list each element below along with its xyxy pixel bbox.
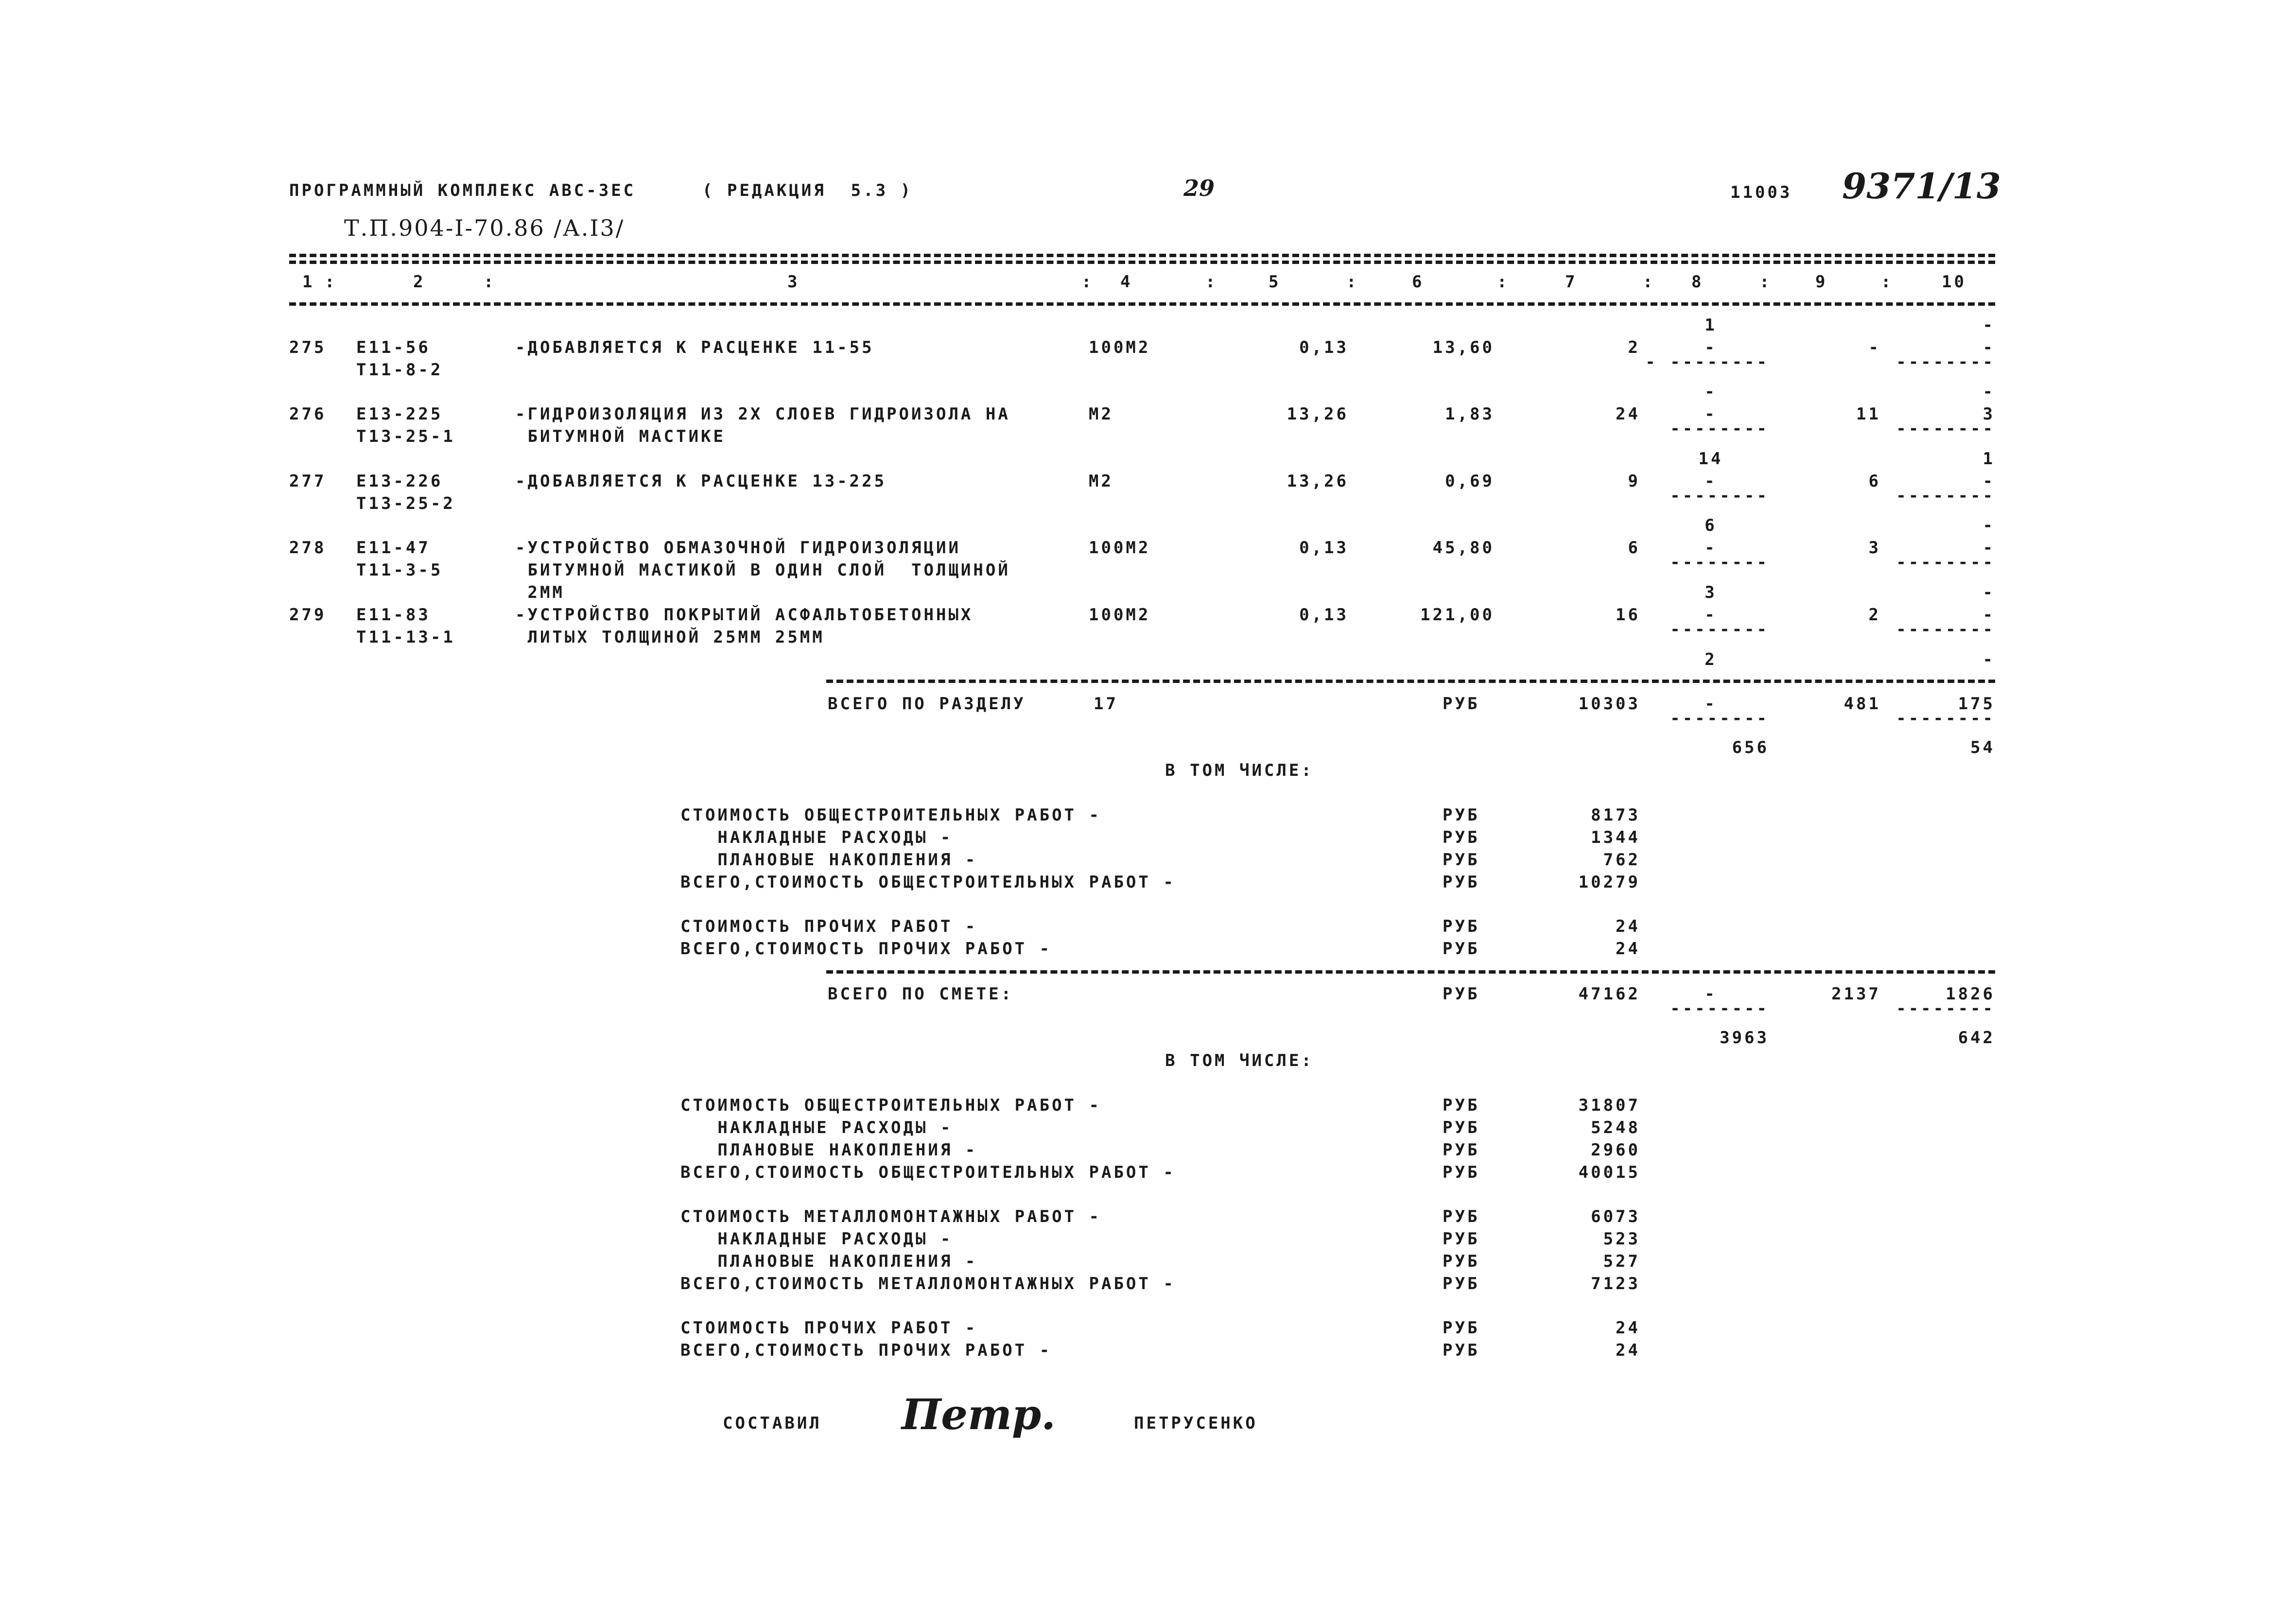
unit-price: 1,83 xyxy=(1445,404,1495,424)
column-10-value: 3 xyxy=(1983,404,1995,424)
work-description: -ГИДРОИЗОЛЯЦИЯ ИЗ 2Х СЛОЕВ ГИДРОИЗОЛА НА xyxy=(515,404,1010,424)
section-total-rule xyxy=(826,680,1995,683)
column-separator: : xyxy=(1881,272,1894,292)
column-8-upper: 6 xyxy=(1705,516,1717,535)
work-description: 2ММ xyxy=(515,583,565,602)
rate-code: Е13-226 xyxy=(356,472,443,491)
column-separator: : xyxy=(484,272,496,292)
column-10-value: - xyxy=(1983,472,1995,491)
cost-line-value: 5248 xyxy=(1591,1118,1640,1137)
cost-line-value: 6073 xyxy=(1591,1207,1640,1226)
cost-line-value: 762 xyxy=(1603,850,1640,870)
column-header: 9 xyxy=(1815,272,1828,292)
unit: М2 xyxy=(1089,404,1113,424)
total-column-8: - xyxy=(1705,984,1717,1004)
row-number: 276 xyxy=(289,404,327,424)
compiled-by-label: СОСТАВИЛ xyxy=(723,1414,822,1433)
cost-line-unit: РУБ xyxy=(1443,828,1480,847)
cost-line-value: 24 xyxy=(1616,939,1640,959)
total-label: ВСЕГО ПО РАЗДЕЛУ xyxy=(828,694,1026,714)
cost-line-label: СТОИМОСТЬ ПРОЧИХ РАБОТ - xyxy=(680,1318,978,1338)
project-code: Т.П.904-I-70.86 /А.I3/ xyxy=(344,215,625,241)
cost-line-value: 24 xyxy=(1616,1341,1640,1360)
top-rule-2 xyxy=(289,261,1995,264)
column-8-upper: 14 xyxy=(1698,449,1723,469)
cost-line-unit: РУБ xyxy=(1443,1318,1480,1338)
cost-line-value: 2960 xyxy=(1591,1140,1640,1160)
cost-line-label: ПЛАНОВЫЕ НАКОПЛЕНИЯ - xyxy=(680,850,978,870)
total-column-10: 175 xyxy=(1958,694,1995,714)
column-header: 6 xyxy=(1412,272,1425,292)
work-description: БИТУМНОЙ МАСТИКЕ xyxy=(515,427,726,446)
cost-line-unit: РУБ xyxy=(1443,1341,1480,1360)
unit: 100М2 xyxy=(1089,338,1151,357)
column-10-value: - xyxy=(1983,538,1995,558)
cost-line-unit: РУБ xyxy=(1443,939,1480,959)
column-8-value: - xyxy=(1705,538,1717,558)
total-unit: РУБ xyxy=(1443,694,1480,714)
total-column-10-bottom: 54 xyxy=(1970,738,1995,757)
cost-line-value: 8173 xyxy=(1591,805,1640,825)
document-code: 11003 xyxy=(1730,183,1792,202)
total-column-8-bottom: 3963 xyxy=(1720,1028,1769,1048)
compiler-name: ПЕТРУСЕНКО xyxy=(1134,1414,1258,1433)
quantity: 13,26 xyxy=(1287,472,1349,491)
cost-line-unit: РУБ xyxy=(1443,1163,1480,1182)
cost-line-unit: РУБ xyxy=(1443,873,1480,892)
header-bottom-rule xyxy=(289,302,1995,306)
cost-line-unit: РУБ xyxy=(1443,1207,1480,1226)
total-column-10-dashes: -------- xyxy=(1896,709,1995,728)
cost-line-label: ВСЕГО,СТОИМОСТЬ ОБЩЕСТРОИТЕЛЬНЫХ РАБОТ - xyxy=(680,873,1176,892)
column-10-dashes: -------- xyxy=(1896,553,1995,572)
cost-line-label: ВСЕГО,СТОИМОСТЬ МЕТАЛЛОМОНТАЖНЫХ РАБОТ - xyxy=(680,1274,1176,1293)
column-separator: : xyxy=(325,272,337,292)
page-number: 29 xyxy=(1183,175,1215,201)
total-cost: 24 xyxy=(1616,404,1640,424)
cost-line-unit: РУБ xyxy=(1443,1140,1480,1160)
unit-price: 13,60 xyxy=(1432,338,1495,357)
cost-line-value: 527 xyxy=(1603,1252,1640,1271)
column-8-dashes: -------- xyxy=(1670,620,1769,639)
unit-price: 45,80 xyxy=(1432,538,1495,558)
rate-table-code: Т13-25-2 xyxy=(356,494,455,513)
cost-line-unit: РУБ xyxy=(1443,805,1480,825)
handwritten-stamp: 9371/13 xyxy=(1842,165,2001,207)
unit: 100М2 xyxy=(1089,605,1151,625)
column-separator: : xyxy=(1759,272,1772,292)
column-8-upper: 3 xyxy=(1705,583,1717,602)
cost-line-unit: РУБ xyxy=(1443,1252,1480,1271)
cost-line-value: 1344 xyxy=(1591,828,1640,847)
total-column-10-bottom: 642 xyxy=(1958,1028,1995,1048)
column-10-value: - xyxy=(1983,338,1995,357)
column-8-dashes: -------- xyxy=(1670,486,1769,506)
section-number: 17 xyxy=(1094,694,1118,714)
column-header: 5 xyxy=(1269,272,1281,292)
cost-line-label: НАКЛАДНЫЕ РАСХОДЫ - xyxy=(680,1118,953,1137)
column-header: 3 xyxy=(787,272,800,292)
column-10-dashes: -------- xyxy=(1896,486,1995,506)
cost-line-label: СТОИМОСТЬ МЕТАЛЛОМОНТАЖНЫХ РАБОТ - xyxy=(680,1207,1101,1226)
column-9-value: 11 xyxy=(1856,404,1881,424)
column-10-dashes: -------- xyxy=(1896,419,1995,438)
work-description: ЛИТЫХ ТОЛЩИНОЙ 25ММ 25ММ xyxy=(515,628,825,647)
estimate-breakdown-heading: В ТОМ ЧИСЛЕ: xyxy=(1165,1051,1314,1070)
rate-table-code: Т13-25-1 xyxy=(356,427,455,446)
total-column-9: 2137 xyxy=(1831,984,1881,1004)
column-header: 4 xyxy=(1120,272,1133,292)
cost-line-unit: РУБ xyxy=(1443,917,1480,936)
row-number: 278 xyxy=(289,538,327,558)
column-8-dashes: - -------- xyxy=(1645,352,1769,372)
cost-line-label: СТОИМОСТЬ ПРОЧИХ РАБОТ - xyxy=(680,917,978,936)
total-value: 47162 xyxy=(1578,984,1640,1004)
column-separator: : xyxy=(1205,272,1218,292)
total-cost: 9 xyxy=(1628,472,1640,491)
rate-code: Е13-225 xyxy=(356,404,443,424)
column-header: 10 xyxy=(1942,272,1966,292)
cost-line-label: НАКЛАДНЫЕ РАСХОДЫ - xyxy=(680,828,953,847)
rate-code: Е11-83 xyxy=(356,605,431,625)
cost-line-label: ПЛАНОВЫЕ НАКОПЛЕНИЯ - xyxy=(680,1252,978,1271)
cost-line-label: ВСЕГО,СТОИМОСТЬ ПРОЧИХ РАБОТ - xyxy=(680,939,1052,959)
work-description: -УСТРОЙСТВО ОБМАЗОЧНОЙ ГИДРОИЗОЛЯЦИИ xyxy=(515,538,961,558)
column-10-upper: - xyxy=(1983,516,1995,535)
column-8-value: - xyxy=(1705,605,1717,625)
cost-line-label: СТОИМОСТЬ ОБЩЕСТРОИТЕЛЬНЫХ РАБОТ - xyxy=(680,805,1101,825)
row-number: 279 xyxy=(289,605,327,625)
column-header: 2 xyxy=(413,272,426,292)
column-header: 8 xyxy=(1691,272,1704,292)
row-number: 275 xyxy=(289,338,327,357)
cost-line-label: ВСЕГО,СТОИМОСТЬ ОБЩЕСТРОИТЕЛЬНЫХ РАБОТ - xyxy=(680,1163,1176,1182)
cost-line-label: СТОИМОСТЬ ОБЩЕСТРОИТЕЛЬНЫХ РАБОТ - xyxy=(680,1096,1101,1115)
cost-line-unit: РУБ xyxy=(1443,1229,1480,1249)
column-separator: : xyxy=(1081,272,1094,292)
column-header: 1 xyxy=(302,272,315,292)
unit-price: 0,69 xyxy=(1445,472,1495,491)
column-separator: : xyxy=(1497,272,1510,292)
column-9-value: 3 xyxy=(1868,538,1881,558)
total-column-8-bottom: 656 xyxy=(1732,738,1769,757)
column-separator: : xyxy=(1346,272,1359,292)
cost-line-label: ПЛАНОВЫЕ НАКОПЛЕНИЯ - xyxy=(680,1140,978,1160)
unit: М2 xyxy=(1089,472,1113,491)
signature: Петр. xyxy=(902,1390,1056,1439)
total-column-9: 481 xyxy=(1844,694,1881,714)
rate-table-code: Т11-8-2 xyxy=(356,360,443,380)
work-description: -ДОБАВЛЯЕТСЯ К РАСЦЕНКЕ 11-55 xyxy=(515,338,874,357)
column-8-dashes: -------- xyxy=(1670,419,1769,438)
cost-line-value: 24 xyxy=(1616,917,1640,936)
cost-line-unit: РУБ xyxy=(1443,850,1480,870)
column-header: 7 xyxy=(1565,272,1578,292)
cost-line-unit: РУБ xyxy=(1443,1274,1480,1293)
total-cost: 6 xyxy=(1628,538,1640,558)
tail-column-8: 2 xyxy=(1705,650,1717,669)
total-cost: 16 xyxy=(1616,605,1640,625)
rate-table-code: Т11-13-1 xyxy=(356,628,455,647)
cost-line-value: 523 xyxy=(1603,1229,1640,1249)
total-label: ВСЕГО ПО СМЕТЕ: xyxy=(828,984,1014,1004)
cost-line-value: 40015 xyxy=(1578,1163,1640,1182)
rate-table-code: Т11-3-5 xyxy=(356,560,443,580)
quantity: 0,13 xyxy=(1299,338,1349,357)
work-description: БИТУМНОЙ МАСТИКОЙ В ОДИН СЛОЙ ТОЛЩИНОЙ xyxy=(515,560,1010,580)
unit-price: 121,00 xyxy=(1420,605,1495,625)
unit: 100М2 xyxy=(1089,538,1151,558)
cost-line-value: 10279 xyxy=(1578,873,1640,892)
column-8-dashes: -------- xyxy=(1670,553,1769,572)
column-8-value: - xyxy=(1705,338,1717,357)
section-breakdown-heading: В ТОМ ЧИСЛЕ: xyxy=(1165,761,1314,780)
column-9-value: - xyxy=(1868,338,1881,357)
top-rule xyxy=(289,254,1995,257)
quantity: 13,26 xyxy=(1287,404,1349,424)
column-10-upper: - xyxy=(1983,583,1995,602)
column-8-upper: 1 xyxy=(1705,315,1717,335)
column-8-value: - xyxy=(1705,472,1717,491)
column-9-value: 2 xyxy=(1868,605,1881,625)
total-column-8-dashes: -------- xyxy=(1670,709,1769,728)
cost-line-label: ВСЕГО,СТОИМОСТЬ ПРОЧИХ РАБОТ - xyxy=(680,1341,1052,1360)
column-10-upper: - xyxy=(1983,315,1995,335)
estimate-total-rule xyxy=(826,970,1995,974)
work-description: -УСТРОЙСТВО ПОКРЫТИЙ АСФАЛЬТОБЕТОННЫХ xyxy=(515,605,974,625)
tail-column-10: - xyxy=(1983,650,1995,669)
column-10-upper: - xyxy=(1983,382,1995,402)
total-column-8-dashes: -------- xyxy=(1670,999,1769,1018)
rate-code: Е11-47 xyxy=(356,538,431,558)
cost-line-unit: РУБ xyxy=(1443,1096,1480,1115)
row-number: 277 xyxy=(289,472,327,491)
quantity: 0,13 xyxy=(1299,605,1349,625)
cost-line-value: 7123 xyxy=(1591,1274,1640,1293)
total-value: 10303 xyxy=(1578,694,1640,714)
total-column-10: 1826 xyxy=(1946,984,1995,1004)
column-10-upper: 1 xyxy=(1983,449,1995,469)
column-8-upper: - xyxy=(1705,382,1717,402)
cost-line-value: 31807 xyxy=(1578,1096,1640,1115)
cost-line-unit: РУБ xyxy=(1443,1118,1480,1137)
cost-line-label: НАКЛАДНЫЕ РАСХОДЫ - xyxy=(680,1229,953,1249)
quantity: 0,13 xyxy=(1299,538,1349,558)
rate-code: Е11-56 xyxy=(356,338,431,357)
column-10-dashes: -------- xyxy=(1896,620,1995,639)
cost-line-value: 24 xyxy=(1616,1318,1640,1338)
column-10-value: - xyxy=(1983,605,1995,625)
total-unit: РУБ xyxy=(1443,984,1480,1004)
column-10-dashes: -------- xyxy=(1896,352,1995,372)
total-column-10-dashes: -------- xyxy=(1896,999,1995,1018)
column-8-value: - xyxy=(1705,404,1717,424)
column-separator: : xyxy=(1643,272,1655,292)
total-column-8: - xyxy=(1705,694,1717,714)
program-title: ПРОГРАММНЫЙ КОМПЛЕКС АВС-3ЕС xyxy=(289,181,636,200)
edition-label: ( РЕДАКЦИЯ 5.3 ) xyxy=(702,181,913,200)
column-9-value: 6 xyxy=(1868,472,1881,491)
total-cost: 2 xyxy=(1628,338,1640,357)
work-description: -ДОБАВЛЯЕТСЯ К РАСЦЕНКЕ 13-225 xyxy=(515,472,887,491)
